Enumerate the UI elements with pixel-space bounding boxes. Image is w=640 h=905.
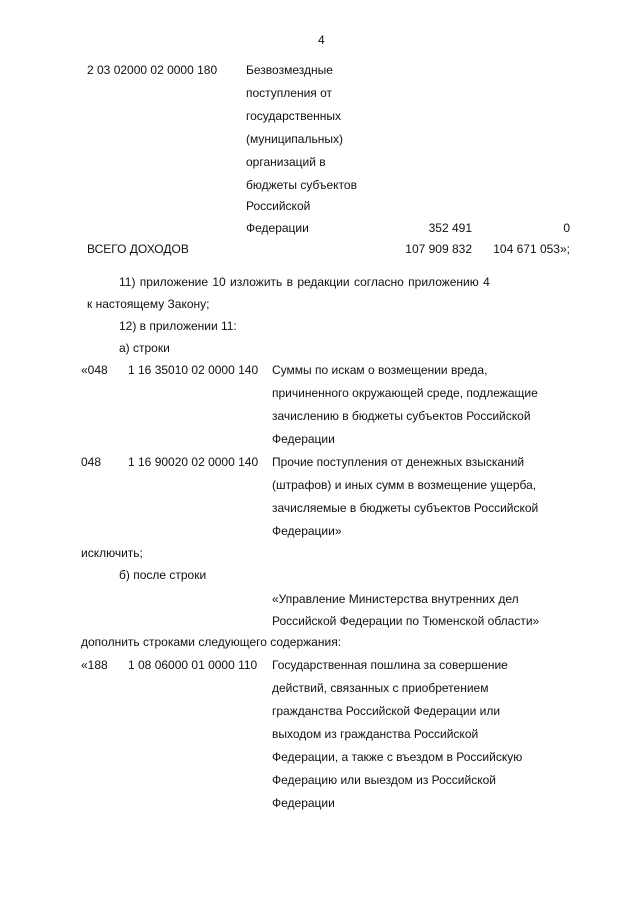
row-description-line: (штрафов) и иных сумм в возмещение ущерба,: [272, 478, 537, 492]
row-description-line: Федерацию или выездом из Российской: [272, 773, 496, 787]
total-value-1: 107 909 832: [405, 242, 472, 256]
total-value-2: 104 671 053»;: [493, 242, 570, 256]
supplement-text: дополнить строками следующего содержания:: [81, 635, 342, 649]
exclude-text: исключить;: [81, 546, 143, 560]
income-description-line: Российской: [246, 199, 311, 213]
row-description-line: Прочие поступления от денежных взысканий: [272, 455, 525, 469]
row-description-line: гражданства Российской Федерации или: [272, 704, 501, 718]
income-code: 2 03 02000 02 0000 180: [87, 63, 218, 77]
row-description-line: выходом из гражданства Российской: [272, 727, 479, 741]
paragraph-11-line-2: к настоящему Закону;: [87, 297, 210, 311]
row-description-line: зачислению в бюджеты субъектов Российской: [272, 409, 531, 423]
income-description-line: государственных: [246, 109, 342, 123]
row-description-line: Суммы по искам о возмещении вреда,: [272, 363, 488, 377]
paragraph-12: 12) в приложении 11:: [119, 319, 237, 333]
income-value-1: 352 491: [428, 221, 472, 235]
income-description-line: Федерации: [246, 221, 309, 235]
page-number: 4: [318, 33, 325, 47]
item-b: б) после строки: [119, 568, 207, 582]
row-description-line: Государственная пошлина за совершение: [272, 658, 508, 672]
row-description-line: Федерации: [272, 432, 335, 446]
income-value-2: 0: [563, 221, 570, 235]
paragraph-11-line-1: 11) приложение 10 изложить в редакции согласно приложению 4: [119, 275, 490, 289]
ministry-line: «Управление Министерства внутренних дел: [272, 592, 519, 606]
income-description-line: поступления от: [246, 86, 333, 100]
income-description-line: (муниципальных): [246, 132, 343, 146]
row-description-line: Федерации: [272, 796, 335, 810]
budget-code: 1 16 90020 02 0000 140: [128, 455, 259, 469]
budget-code: 1 08 06000 01 0000 110: [128, 658, 258, 672]
income-description-line: бюджеты субъектов: [246, 178, 357, 192]
admin-code: «048: [81, 363, 108, 377]
budget-code: 1 16 35010 02 0000 140: [128, 363, 259, 377]
row-description-line: действий, связанных с приобретением: [272, 681, 489, 695]
admin-code: 048: [81, 455, 102, 469]
income-description-line: организаций в: [246, 155, 326, 169]
row-description-line: Федерации»: [272, 524, 342, 538]
admin-code: «188: [81, 658, 108, 672]
row-description-line: причиненного окружающей среде, подлежащие: [272, 386, 538, 400]
ministry-line: Российской Федерации по Тюменской области»: [272, 614, 540, 628]
row-description-line: зачисляемые в бюджеты субъектов Российской: [272, 501, 539, 515]
row-description-line: Федерации, а также с въездом в Российскую: [272, 750, 523, 764]
total-label: ВСЕГО ДОХОДОВ: [87, 242, 189, 256]
income-description-line: Безвозмездные: [246, 63, 333, 77]
item-a: а) строки: [119, 341, 170, 355]
